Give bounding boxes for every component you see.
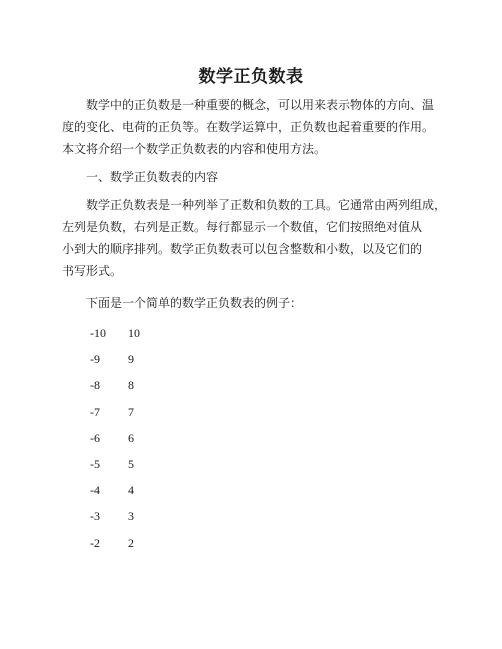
negative-number-cell: -10 [90, 326, 106, 340]
page-title: 数学正负数表 [198, 67, 304, 87]
positive-number-cell: 9 [128, 352, 134, 367]
negative-number-cell: -7 [90, 404, 100, 419]
negative-number-cell: -4 [90, 483, 100, 498]
positive-number-cell: 5 [128, 457, 134, 472]
section-body-paragraph [62, 194, 452, 282]
table-row [90, 503, 168, 529]
table-row [90, 399, 168, 425]
negative-number-cell: -6 [90, 430, 100, 445]
negative-number-cell: -9 [90, 352, 100, 367]
table-row [90, 372, 168, 398]
intro-line-1: 数学中的正负数是一种重要的概念，可以用来表示物体的方向、温 [86, 98, 435, 112]
table-row [90, 425, 168, 451]
table-row [90, 530, 168, 556]
intro-line-3: 本文将介绍一个数学正负数表的内容和使用方法。 [62, 142, 327, 156]
table-row [90, 346, 168, 372]
positive-number-cell: 2 [128, 535, 134, 550]
section-heading [62, 166, 452, 188]
example-intro-text: 下面是一个简单的数学正负数表的例子： [86, 296, 303, 310]
number-table [90, 320, 168, 556]
intro-line-2: 度的变化、电荷的正负等。在数学运算中，正负数也起着重要的作用。 [62, 120, 435, 134]
table-row [90, 477, 168, 503]
negative-number-cell: -8 [90, 378, 100, 393]
positive-number-cell: 8 [128, 378, 134, 393]
negative-number-cell: -3 [90, 509, 100, 524]
section-body-line-2: 左列是负数，右列是正数。每行都显示一个数值，它们按照绝对值从 [62, 220, 423, 234]
table-row [90, 451, 168, 477]
positive-number-cell: 4 [128, 483, 134, 498]
intro-paragraph [62, 94, 452, 160]
section-body-line-3: 小到大的顺序排列。数学正负数表可以包含整数和小数，以及它们的 [62, 242, 423, 256]
positive-number-cell: 3 [128, 509, 134, 524]
positive-number-cell: 6 [128, 430, 134, 445]
section-body-line-1: 数学正负数表是一种列举了正数和负数的工具。它通常由两列组成， [86, 198, 447, 212]
section-heading-text: 一、数学正负数表的内容 [86, 170, 219, 184]
example-intro-paragraph [62, 292, 452, 314]
table-row [90, 320, 168, 346]
negative-number-cell: -5 [90, 457, 100, 472]
positive-number-cell: 7 [128, 404, 134, 419]
negative-number-cell: -2 [90, 535, 100, 550]
section-body-line-4: 书写形式。 [62, 264, 123, 278]
positive-number-cell: 10 [128, 326, 140, 340]
